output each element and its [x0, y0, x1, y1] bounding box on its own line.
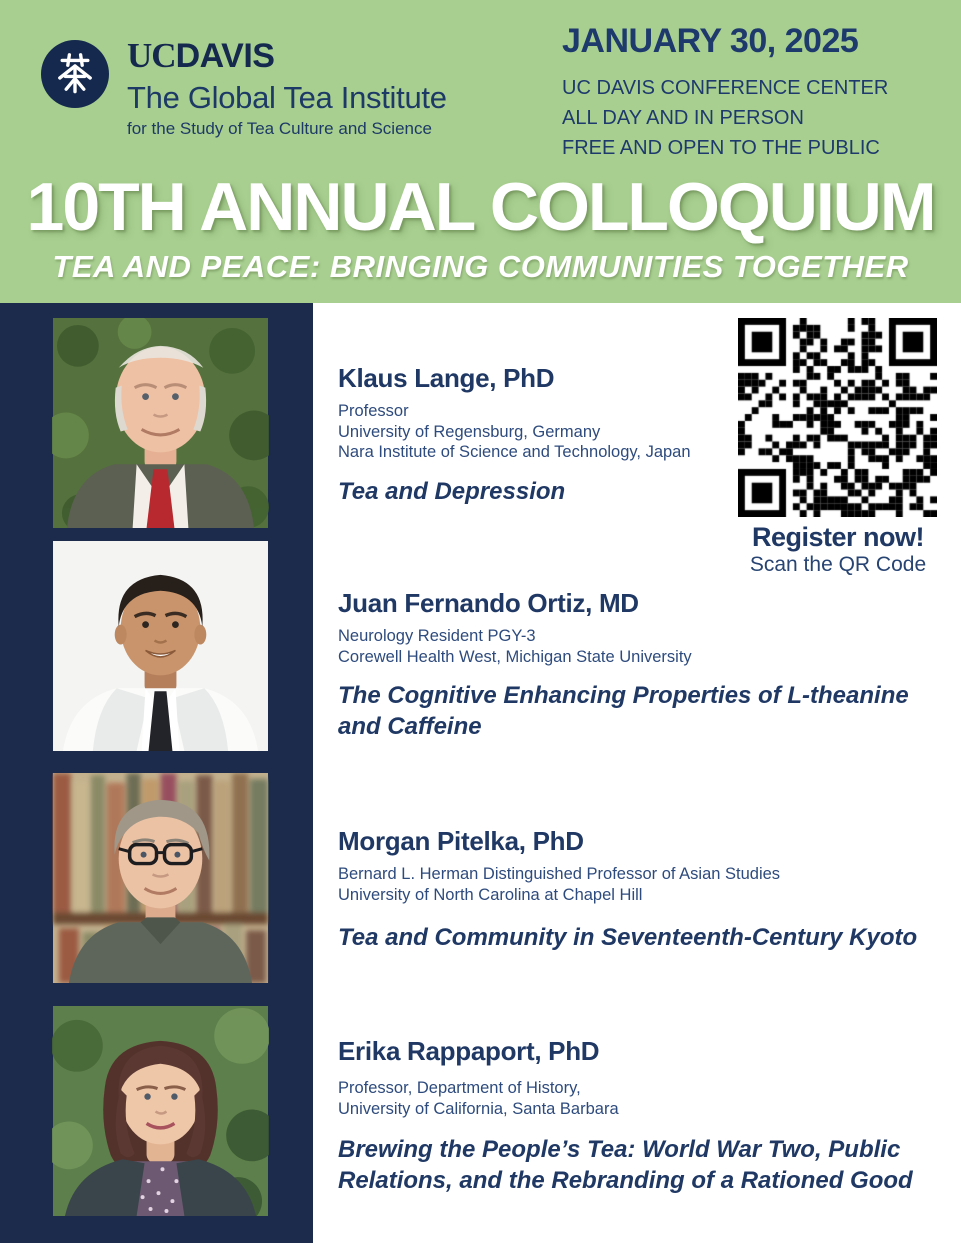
- speaker-section-juan-fernando-ortiz: [338, 588, 946, 742]
- speaker-name: Morgan Pitelka, PhD: [338, 826, 584, 856]
- event-date: JANUARY 30, 2025: [562, 22, 859, 60]
- register-cta: Register now!: [751, 522, 925, 552]
- speaker-role: Neurology Resident PGY-3: [338, 627, 536, 645]
- speaker-role: University of North Carolina at Chapel Hill: [338, 885, 643, 904]
- speaker-role: Corewell Health West, Michigan State University: [338, 647, 692, 666]
- event-format: ALL DAY AND IN PERSON: [562, 107, 804, 129]
- speaker-role: University of Regensburg, Germany: [338, 422, 601, 441]
- ucdavis-wordmark: [127, 38, 274, 73]
- speaker-name: Erika Rappaport, PhD: [338, 1036, 600, 1066]
- event-venue: UC DAVIS CONFERENCE CENTER: [562, 77, 889, 99]
- speaker-role: Nara Institute of Science and Technology, Japan: [338, 443, 691, 461]
- photo-sidebar: [0, 303, 313, 1243]
- global-tea-institute-logo: [41, 40, 109, 108]
- speaker-section-erika-rappaport: [338, 1036, 946, 1196]
- event-admission: FREE AND OPEN TO THE PUBLIC: [562, 137, 880, 159]
- speaker-role: Bernard L. Herman Distinguished Professor of Asian Studies: [338, 865, 781, 883]
- photo-erika-rappaport: [52, 1006, 269, 1216]
- green-header: [0, 0, 961, 303]
- talk-title: The Cognitive Enhancing Properties of L-theanine and Caffeine: [338, 682, 909, 740]
- speaker-role: Professor, Department of History,: [338, 1079, 581, 1097]
- institute-name: The Global Tea Institute: [127, 80, 447, 115]
- poster-subtitle: TEA AND PEACE: BRINGING COMMUNITIES TOGETHER: [52, 249, 909, 284]
- speaker-name: Klaus Lange, PhD: [338, 363, 555, 393]
- institute-tagline: for the Study of Tea Culture and Science: [127, 119, 432, 138]
- speaker-role: University of California, Santa Barbara: [338, 1099, 619, 1118]
- photo-klaus-lange: [52, 318, 269, 528]
- talk-title: Brewing the People’s Tea: World War Two, Public Relations, and the Rebranding of a Rationed Good: [338, 1136, 913, 1194]
- talk-title: Tea and Depression: [338, 477, 566, 505]
- poster-title: 10TH ANNUAL COLLOQUIUM: [26, 169, 935, 245]
- speaker-section-morgan-pitelka: [338, 826, 946, 953]
- speaker-name: Juan Fernando Ortiz, MD: [338, 588, 639, 618]
- event-info: [562, 22, 888, 163]
- photo-morgan-pitelka: [52, 773, 269, 983]
- talk-title: Tea and Community in Seventeenth-Century Kyoto: [338, 924, 918, 951]
- speaker-section-klaus-lange: [338, 363, 946, 507]
- speaker-role: Professor: [338, 402, 409, 420]
- register-instruction: Scan the QR Code: [749, 553, 927, 576]
- tea-character-icon: [51, 50, 99, 98]
- photo-juan-fernando-ortiz: [52, 541, 269, 751]
- uc-wordmark: UC: [127, 36, 176, 75]
- davis-wordmark: DAVIS: [175, 37, 275, 75]
